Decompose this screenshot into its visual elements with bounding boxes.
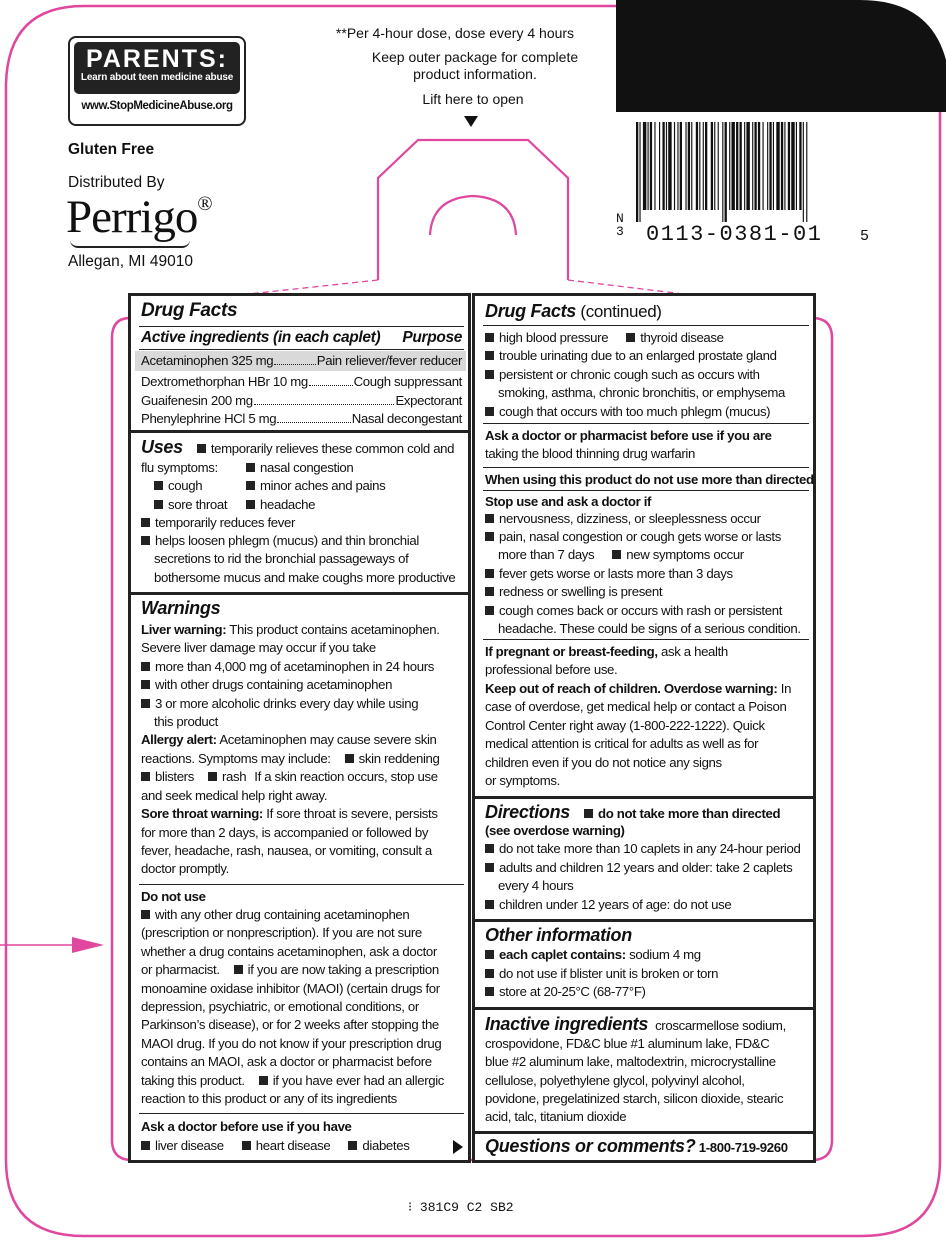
barcode-bar (639, 122, 640, 222)
corner-curve (860, 0, 946, 112)
stop-use-line (485, 546, 807, 564)
directions-line: (see overdose warning) (485, 823, 625, 838)
ask-pharmacist-text: taking the blood thinning drug warfarin (485, 446, 695, 461)
inactive-text: croscarmellose sodium, (655, 1018, 786, 1033)
stop-use-line (485, 510, 807, 528)
continued-label: (continued) (576, 302, 662, 321)
uses-line (141, 532, 462, 550)
ask-doctor-rule (139, 1113, 464, 1114)
bullet-icon (485, 606, 494, 615)
directions-text: children under 12 years of age: do not use (499, 897, 732, 912)
directions-text: adults and children 12 years and older: take 2 caplets (499, 860, 793, 875)
barcode-bar (781, 122, 783, 210)
bullet-icon (485, 969, 494, 978)
pregnant-line: professional before use. (485, 662, 618, 677)
keep-out-line (485, 680, 807, 698)
condition-line (485, 403, 807, 421)
uses-text: nasal congestion (260, 460, 354, 475)
barcode (636, 122, 858, 222)
warning-line (141, 695, 462, 713)
allergy-alert-label: Allergy alert: (141, 732, 217, 747)
ingredient-name: Guaifenesin 200 mg (141, 393, 253, 408)
warning-line (141, 621, 462, 639)
uses-line: bothersome mucus and make coughs more productive (154, 570, 456, 585)
barcode-bar (643, 122, 646, 210)
pregnant-label: If pregnant or breast-feeding, (485, 644, 658, 659)
perrigo-swoosh (70, 240, 190, 248)
do-not-use-text: if you are now taking a prescription (247, 962, 439, 977)
inactive-title: Inactive ingredients (485, 1014, 649, 1034)
bullet-icon (259, 1076, 268, 1085)
ingredient-purpose: Cough suppressant (353, 374, 462, 389)
warning-line (141, 731, 462, 749)
ingredient-purpose: Nasal decongestant (351, 411, 462, 426)
condition-text: thyroid disease (640, 330, 724, 345)
stop-use-rule (483, 490, 809, 491)
warning-text: reactions. Symptoms may include: (141, 751, 331, 766)
barcode-bar (654, 122, 655, 210)
warning-line: for more than 2 days, is accompanied or followed by (141, 825, 429, 840)
condition-text: cough that occurs with too much phlegm (mucus) (499, 404, 771, 419)
barcode-bar (763, 122, 764, 210)
bullet-icon (485, 351, 494, 360)
liver-warning-label: Liver warning: (141, 622, 227, 637)
bullet-icon (154, 481, 163, 490)
ask-doctor-title: Ask a doctor before use if you have (141, 1119, 352, 1134)
bullet-icon (141, 680, 150, 689)
barcode-bar (648, 122, 649, 210)
barcode-prefix-top: N (616, 211, 624, 226)
bullet-icon (234, 965, 243, 974)
other-info-text: sodium 4 mg (625, 947, 701, 962)
bullet-icon (246, 500, 255, 509)
ingredient-purpose: Pain reliever/fever reducer (316, 353, 462, 368)
warning-line: this product (154, 714, 218, 729)
warning-text: Acetaminophen may cause severe skin (216, 732, 437, 747)
bullet-icon (485, 532, 494, 541)
uses-text: minor aches and pains (260, 478, 386, 493)
leader-dots (274, 364, 315, 365)
barcode-bar (696, 122, 698, 210)
city-label: Allegan, MI 49010 (68, 253, 193, 270)
barcode-bar (711, 122, 713, 210)
other-info-line (485, 965, 807, 983)
bullet-icon (612, 550, 621, 559)
barcode-bar (725, 122, 727, 222)
warning-text: blisters (155, 769, 194, 784)
barcode-bar (796, 122, 797, 210)
do-not-use-text: taking this product. (141, 1073, 245, 1088)
barcode-bar (699, 122, 700, 210)
do-not-use-title: Do not use (141, 889, 206, 904)
barcode-bar (758, 122, 760, 210)
uses-divider (131, 430, 468, 433)
bullet-icon (485, 370, 494, 379)
bullet-icon (485, 514, 494, 523)
barcode-bar (674, 122, 675, 210)
other-info-text: do not use if blister unit is broken or torn (499, 966, 719, 981)
leader-dots (277, 422, 350, 423)
stop-use-text: redness or swelling is present (499, 584, 663, 599)
pregnant-rule (483, 639, 809, 640)
other-info-line (485, 946, 807, 964)
warnings-title: Warnings (141, 598, 221, 618)
ask-pharm-rule (483, 423, 809, 424)
active-ingredients-header (141, 329, 462, 347)
barcode-number: 0113-0381-01 (646, 222, 823, 247)
keep-out-line: case of overdose, get medical help or contact a Poison (485, 699, 787, 714)
condition-text: persistent or chronic cough such as occurs with (499, 367, 760, 382)
condition-text: trouble urinating due to an enlarged prostate gland (499, 348, 777, 363)
barcode-bar (729, 122, 730, 210)
condition-text: diabetes (362, 1138, 410, 1153)
pregnant-line (485, 643, 807, 661)
purpose-header-text: Purpose (402, 329, 462, 346)
leader-dots (254, 404, 395, 405)
do-not-use-line: depression, psychiatric, or emotional conditions, or (141, 999, 419, 1014)
drug-facts-title: Drug Facts (141, 300, 238, 321)
barcode-bar (705, 122, 707, 210)
barcode-bar (685, 122, 686, 210)
warning-line (141, 658, 462, 676)
uses-line (141, 438, 462, 458)
ingredients-rule (139, 349, 464, 350)
inactive-line: crospovidone, FD&C blue #1 aluminum lake, FD&C (485, 1036, 770, 1051)
other-info-divider (475, 919, 813, 922)
other-info-text: store at 20-25°C (68-77°F) (499, 984, 646, 999)
condition-text: liver disease (155, 1138, 224, 1153)
do-not-use-text: or pharmacist. (141, 962, 220, 977)
uses-line (141, 459, 462, 477)
inactive-divider (475, 1007, 813, 1010)
bullet-icon (246, 481, 255, 490)
barcode-bar (703, 122, 704, 210)
barcode-bar (731, 122, 734, 210)
uses-title: Uses (141, 437, 183, 457)
warning-line: fever, headache, rash, nausea, or vomiting, consult a (141, 843, 432, 858)
warning-text: skin reddening (358, 751, 440, 766)
barcode-bar (744, 122, 745, 210)
uses-text: headache (260, 497, 316, 512)
inactive-line: cellulose, polyethylene glycol, polyvinyl alcohol, (485, 1073, 745, 1088)
bullet-icon (485, 407, 494, 416)
stop-use-title: Stop use and ask a doctor if (485, 494, 652, 509)
uses-text: cough (168, 478, 203, 493)
distributed-by-label: Distributed By (68, 174, 165, 191)
other-info-label: each caplet contains: (499, 947, 626, 962)
warning-text: This product contains acetaminophen. (226, 622, 440, 637)
warning-text: 3 or more alcoholic drinks every day while using (155, 696, 419, 711)
ingredient-name: Phenylephrine HCl 5 mg (141, 411, 277, 426)
directions-divider (475, 796, 813, 799)
barcode-bar (784, 122, 785, 210)
warning-text: more than 4,000 mg of acetaminophen in 24 hours (155, 659, 434, 674)
bullet-icon (154, 500, 163, 509)
do-not-use-line: Parkinson’s disease), or for 2 weeks after stopping the (141, 1017, 439, 1032)
condition-line (485, 329, 807, 347)
uses-text: temporarily reduces fever (155, 515, 296, 530)
warnings-divider (131, 592, 468, 595)
uses-text: temporarily relieves these common cold and (210, 441, 455, 456)
bullet-icon (584, 809, 593, 818)
barcode-bar (688, 122, 690, 210)
drug-facts-continued-title (485, 302, 807, 321)
directions-text: do not take more than directed (598, 806, 781, 821)
drug-facts-title-right: Drug Facts (485, 301, 577, 321)
directions-line (485, 859, 807, 877)
barcode-bar (722, 122, 723, 222)
barcode-bar (791, 122, 794, 210)
directions-line: every 4 hours (498, 878, 574, 893)
questions-phone: 1-800-719-9260 (695, 1140, 788, 1155)
bullet-icon (242, 1141, 251, 1150)
inactive-line: blue #2 aluminum lake, maltodextrin, microcrystalline (485, 1054, 776, 1069)
stop-use-text: cough comes back or occurs with rash or persistent (499, 603, 783, 618)
ingredient-row (141, 373, 462, 391)
barcode-bar (806, 122, 807, 222)
parents-title: PARENTS: (86, 45, 228, 73)
questions-line (485, 1137, 807, 1157)
other-info-title: Other information (485, 925, 632, 945)
barcode-bar (691, 122, 692, 210)
condition-line (485, 366, 807, 384)
condition-line (485, 347, 807, 365)
do-not-use-line (141, 906, 462, 924)
do-not-use-text: if you have ever had an allergic (272, 1073, 445, 1088)
stop-use-line: headache. These could be signs of a serious condition. (498, 621, 801, 636)
perrigo-logo (66, 190, 212, 244)
bullet-icon (485, 900, 494, 909)
barcode-bar (668, 122, 671, 210)
do-not-use-text: with any other drug containing acetaminophen (155, 907, 410, 922)
bullet-icon (208, 772, 217, 781)
do-not-use-line: (prescription or nonprescription). If you are not sure (141, 925, 422, 940)
do-not-use-rule (139, 884, 464, 885)
do-not-use-line (141, 961, 462, 979)
keep-out-line: children even if you do not notice any signs (485, 755, 722, 770)
condition-text: heart disease (255, 1138, 331, 1153)
uses-text: flu symptoms: (141, 460, 218, 475)
ingredient-row (141, 352, 462, 370)
parents-url: www.StopMedicineAbuse.org (81, 100, 233, 112)
bullet-icon (485, 844, 494, 853)
ingredient-purpose: Expectorant (395, 393, 462, 408)
warning-text: rash (221, 769, 247, 784)
warning-line: and seek medical help right away. (141, 788, 328, 803)
stop-use-text: nervousness, dizziness, or sleeplessness occur (499, 511, 761, 526)
barcode-bar (767, 122, 768, 210)
parents-badge-banner (74, 42, 240, 94)
stop-use-text: fever gets worse or lasts more than 3 days (499, 566, 733, 581)
questions-title: Questions or comments? (485, 1136, 696, 1156)
uses-text: helps loosen phlegm (mucus) and thin bronchial (155, 533, 419, 548)
bullet-icon (197, 444, 206, 453)
ingredient-name: Acetaminophen 325 mg (141, 353, 274, 368)
barcode-bar (740, 122, 742, 210)
warning-line (141, 805, 462, 823)
barcode-bar (662, 122, 664, 210)
inactive-line: povidone, pregelatinized starch, silicon dioxide, stearic (485, 1091, 784, 1106)
bullet-icon (485, 333, 494, 342)
barcode-bar (776, 122, 779, 210)
uses-line (141, 514, 462, 532)
parents-subtitle: Learn about teen medicine abuse (80, 72, 234, 83)
bullet-icon (348, 1141, 357, 1150)
stop-use-line (485, 565, 807, 583)
barcode-bar (746, 122, 749, 210)
warning-line (141, 768, 462, 786)
bullet-icon (345, 754, 354, 763)
keep-package-note (340, 49, 610, 83)
barcode-bar (799, 122, 801, 210)
bullet-icon (485, 863, 494, 872)
do-not-use-line: MAOI drug. If you do not know if your prescription drug (141, 1036, 442, 1051)
when-using-rule (483, 467, 809, 468)
keep-package-line-1: Keep outer package for complete (371, 49, 579, 65)
bullet-icon (485, 569, 494, 578)
stop-use-text: pain, nasal congestion or cough gets worse or lasts (499, 529, 781, 544)
barcode-bar (769, 122, 771, 210)
questions-divider (475, 1131, 813, 1134)
bullet-icon (246, 463, 255, 472)
warning-line (141, 676, 462, 694)
keep-out-line: medical attention is critical for adults as well as for (485, 736, 759, 751)
stop-use-text: new symptoms occur (626, 547, 744, 562)
stop-use-line (485, 583, 807, 601)
barcode-bar (773, 122, 774, 210)
barcode-bar (714, 122, 715, 210)
barcode-bar (666, 122, 667, 210)
bullet-icon (485, 987, 494, 996)
barcode-bar (736, 122, 738, 210)
bullet-icon (141, 536, 150, 545)
parents-badge (68, 36, 246, 126)
ingredient-row (141, 392, 462, 410)
directions-line (485, 896, 807, 914)
barcode-bar (754, 122, 756, 210)
ingredient-row (141, 410, 462, 428)
barcode-bar (659, 122, 660, 210)
condition-line: smoking, asthma, chronic bronchitis, or emphysema (498, 385, 786, 400)
bullet-icon (141, 699, 150, 708)
ingredient-name: Dextromethorphan HBr 10 mg (141, 374, 308, 389)
barcode-bar (677, 122, 678, 210)
keep-package-line-2: product information. (413, 66, 537, 82)
drug-facts-right-panel (472, 293, 816, 1163)
barcode-bar (788, 122, 790, 210)
uses-text: sore throat (168, 497, 228, 512)
warning-text: with other drugs containing acetaminophen (155, 677, 393, 692)
do-not-use-line: reaction to this product or any of its ingredients (141, 1091, 397, 1106)
barcode-bar (752, 122, 753, 210)
ask-pharmacist-title: Ask a doctor or pharmacist before use if you are (485, 428, 772, 443)
keep-out-line: Control Center right away (1-800-222-1222). Quick (485, 718, 765, 733)
barcode-bar (803, 122, 804, 222)
stop-use-line (485, 528, 807, 546)
dose-note: **Per 4-hour dose, dose every 4 hours (335, 25, 575, 41)
uses-line: secretions to rid the bronchial passageways of (154, 551, 409, 566)
directions-title: Directions (485, 802, 571, 822)
keep-out-label: Keep out of reach of children. Overdose warning: (485, 681, 778, 696)
warning-line (141, 750, 462, 768)
barcode-bar (636, 122, 638, 222)
warning-text: If a skin reaction occurs, stop use (254, 769, 438, 784)
stop-use-text: more than 7 days (498, 547, 595, 562)
sore-throat-label: Sore throat warning: (141, 806, 263, 821)
barcode-prefix-bottom: 3 (616, 224, 624, 239)
barcode-bar (650, 122, 652, 210)
lift-here-label: Lift here to open (422, 91, 524, 107)
bullet-icon (485, 587, 494, 596)
keep-out-line: or symptoms. (485, 773, 560, 788)
drug-facts-left-panel (128, 293, 471, 1163)
bullet-icon (141, 1141, 150, 1150)
continue-arrow-icon (453, 1140, 463, 1154)
bullet-icon (141, 772, 150, 781)
do-not-use-line: monoamine oxidase inhibitor (MAOI) (certain drugs for (141, 981, 440, 996)
warning-text: If sore throat is severe, persists (262, 806, 438, 821)
directions-line (485, 803, 807, 823)
registered-mark: ® (197, 193, 212, 215)
barcode-bar (680, 122, 682, 210)
bottom-lot-code: ⁝ 381C9 C2 SB2 (408, 1200, 514, 1215)
stop-use-line (485, 602, 807, 620)
bullet-icon (141, 518, 150, 527)
pregnant-text: ask a health (657, 644, 728, 659)
barcode-bar (718, 122, 719, 210)
ask-doctor-line (141, 1137, 462, 1155)
keep-out-text: In (777, 681, 792, 696)
inactive-line: acid, talc, titanium dioxide (485, 1109, 627, 1124)
barcode-check-digit: 5 (860, 228, 870, 245)
warning-line: Severe liver damage may occur if you take (141, 640, 376, 655)
when-using-title: When using this product do not use more than directed (485, 472, 814, 487)
gluten-free-label: Gluten Free (68, 141, 155, 158)
do-not-use-line: contains an MAOI, ask a doctor or pharmacist before (141, 1054, 432, 1069)
condition-text: high blood pressure (499, 330, 609, 345)
directions-line (485, 840, 807, 858)
leader-dots (309, 385, 353, 386)
do-not-use-line: whether a drug contains acetaminophen, ask a doctor (141, 944, 437, 959)
bullet-icon (626, 333, 635, 342)
bullet-icon (485, 950, 494, 959)
title-rule (139, 326, 464, 327)
do-not-use-line (141, 1072, 462, 1090)
active-header-text: Active ingredients (in each caplet) (141, 329, 381, 346)
title-rule-right (483, 325, 809, 326)
other-info-line (485, 983, 807, 1001)
perrigo-logo-text: Perrigo (66, 191, 198, 243)
barcode-prefix (616, 212, 624, 238)
bullet-icon (141, 910, 150, 919)
down-arrow-icon (464, 116, 478, 127)
directions-text: do not take more than 10 caplets in any 24-hour period (499, 841, 801, 856)
inactive-line (485, 1015, 807, 1035)
warning-line: doctor promptly. (141, 861, 229, 876)
bullet-icon (141, 662, 150, 671)
